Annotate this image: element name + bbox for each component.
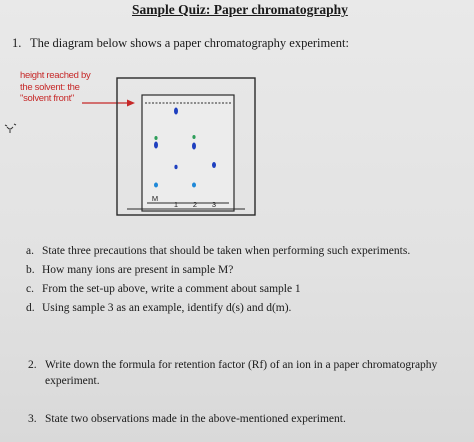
spot-m-lower bbox=[154, 183, 158, 188]
sub-question-label: b. bbox=[26, 263, 35, 276]
quiz-title: Sample Quiz: Paper chromatography bbox=[132, 2, 348, 17]
question-3 bbox=[28, 413, 346, 425]
question-3-text: State two observations made in the above-mentioned experiment. bbox=[45, 413, 346, 425]
sub-question-label: d. bbox=[26, 301, 35, 314]
spot-2-lower bbox=[192, 183, 196, 188]
spot-2-green bbox=[192, 135, 195, 139]
spot-m-green bbox=[154, 136, 157, 140]
annotation-arrow bbox=[82, 100, 135, 107]
sub-question-d bbox=[26, 298, 410, 317]
sample-label-m: M bbox=[151, 194, 159, 203]
sub-question-b bbox=[26, 260, 410, 279]
cursor-sparkle-icon bbox=[5, 124, 16, 133]
sub-question-label: c. bbox=[26, 282, 34, 295]
sub-question-text: Using sample 3 as an example, identify d(s) and d(m). bbox=[42, 301, 292, 314]
sub-question-c bbox=[26, 279, 410, 298]
question-2-number: 2. bbox=[28, 359, 37, 371]
annotation-line: height reached by bbox=[20, 70, 91, 81]
sample-label-1: 1 bbox=[173, 200, 179, 209]
spot-m-upper bbox=[154, 142, 158, 149]
question-2 bbox=[28, 357, 468, 389]
annotation-line: the solvent: the bbox=[20, 81, 80, 93]
spot-1-middle bbox=[174, 165, 177, 169]
sub-question-text: How many ions are present in sample M? bbox=[42, 263, 234, 276]
spot-1-top bbox=[174, 108, 178, 115]
question-2-line-1: Write down the formula for retention factor (Rf) of an ion in a paper chromatography bbox=[45, 359, 438, 371]
sub-question-a bbox=[26, 241, 410, 260]
annotation-line: "solvent front" bbox=[20, 93, 74, 104]
question-1-text: The diagram below shows a paper chromatography experiment: bbox=[30, 36, 349, 50]
spot-2-upper bbox=[192, 143, 196, 150]
question-2-line-2: experiment. bbox=[45, 375, 100, 387]
question-1-number: 1. bbox=[12, 36, 22, 50]
sub-question-text: State three precautions that should be taken when performing such experiments. bbox=[42, 244, 411, 257]
sub-question-text: From the set-up above, write a comment about sample 1 bbox=[42, 282, 301, 295]
question-1-sub-questions bbox=[26, 241, 410, 317]
sub-question-label: a. bbox=[26, 244, 34, 257]
sample-label-3: 3 bbox=[211, 200, 217, 209]
sample-label-2: 2 bbox=[192, 200, 198, 209]
question-3-number: 3. bbox=[28, 413, 37, 425]
spot-3 bbox=[212, 162, 216, 168]
